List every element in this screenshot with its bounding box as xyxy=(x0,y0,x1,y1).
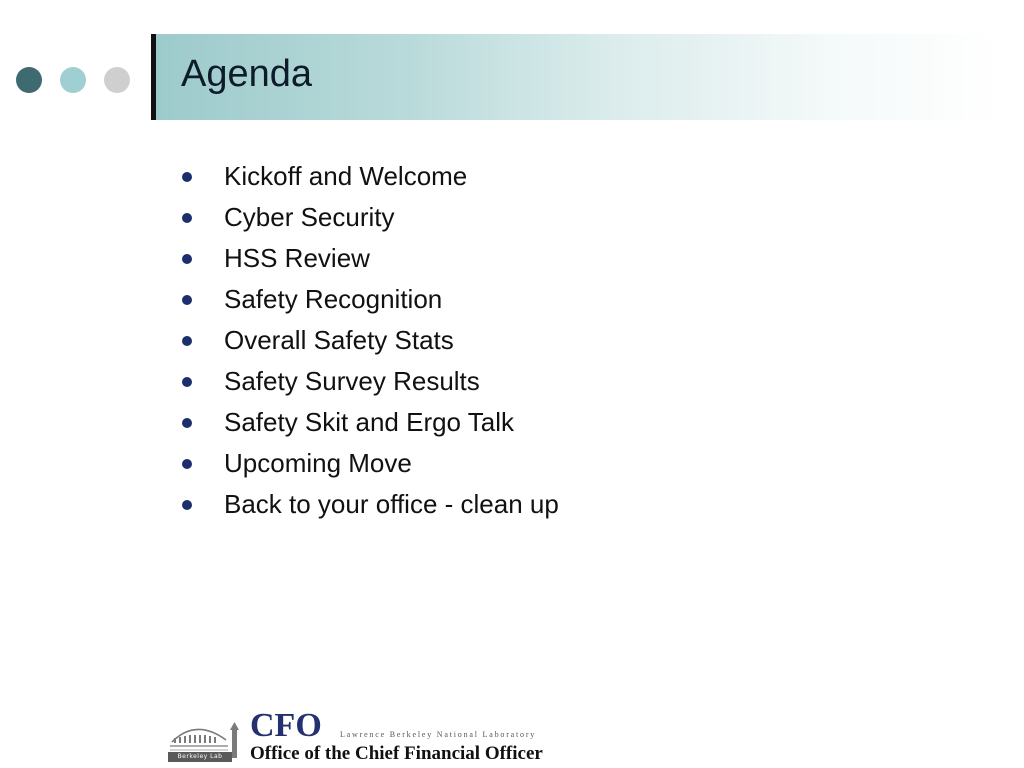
slide-title: Agenda xyxy=(181,53,313,95)
bullet-icon xyxy=(182,377,192,387)
bullet-icon xyxy=(182,213,192,223)
office-name: Office of the Chief Financial Officer xyxy=(250,743,543,764)
bullet-icon xyxy=(182,172,192,182)
decorative-dots xyxy=(16,67,134,95)
bullet-icon xyxy=(182,418,192,428)
agenda-item-text: Kickoff and Welcome xyxy=(224,161,468,191)
lab-caption: Berkeley Lab xyxy=(168,752,232,762)
bullet-icon xyxy=(182,295,192,305)
bullet-icon xyxy=(182,336,192,346)
cfo-wordmark: CFO xyxy=(250,707,322,744)
agenda-item-text: Overall Safety Stats xyxy=(224,325,454,355)
agenda-item-text: Safety Skit and Ergo Talk xyxy=(224,407,515,437)
title-divider xyxy=(151,34,156,120)
lab-name: Lawrence Berkeley National Laboratory xyxy=(340,730,537,739)
agenda-item-text: Safety Survey Results xyxy=(224,366,480,396)
bullet-icon xyxy=(182,500,192,510)
agenda-item-text: Cyber Security xyxy=(224,202,395,232)
agenda-item-text: Upcoming Move xyxy=(224,448,412,478)
agenda-item-text: Back to your office - clean up xyxy=(224,489,559,519)
footer-branding xyxy=(168,706,588,766)
bullet-icon xyxy=(182,459,192,469)
teal-dot-icon xyxy=(60,67,86,93)
gray-dot-icon xyxy=(104,67,130,93)
agenda-item-text: Safety Recognition xyxy=(224,284,443,314)
dark-dot-icon xyxy=(16,67,42,93)
bullet-icon xyxy=(182,254,192,264)
agenda-item-text: HSS Review xyxy=(224,243,370,273)
